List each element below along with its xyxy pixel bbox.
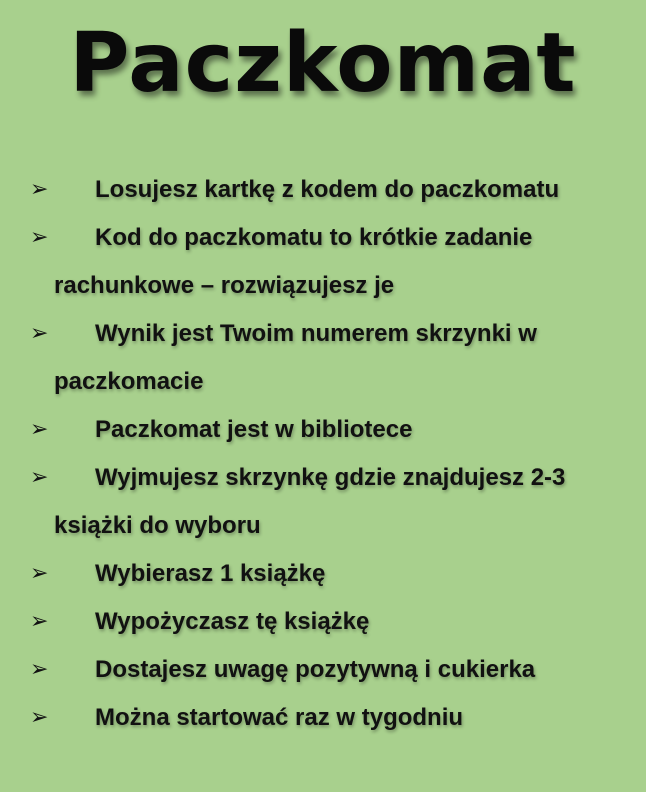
list-item	[30, 646, 630, 694]
list-item-text: Dostajesz uwagę pozytywną i cukierka	[95, 656, 536, 683]
arrowhead-bullet-icon: ➢	[30, 321, 49, 346]
arrowhead-bullet-icon: ➢	[30, 465, 49, 490]
page-title: Paczkomat	[69, 16, 577, 111]
list-item-text: Wybierasz 1 książkę	[95, 560, 326, 587]
arrowhead-bullet-icon: ➢	[30, 609, 49, 634]
list-item	[30, 310, 630, 406]
list-item-text: Losujesz kartkę z kodem do paczkomatu	[95, 176, 560, 203]
list-item	[30, 694, 630, 742]
arrowhead-bullet-icon: ➢	[30, 177, 49, 202]
list-item	[30, 550, 630, 598]
list-item-text: Wyjmujesz skrzynkę gdzie znajdujesz 2-3 książki do wyboru	[54, 464, 566, 539]
list-item-text: Paczkomat jest w bibliotece	[95, 416, 413, 443]
list-item-text: Kod do paczkomatu to krótkie zadanie rachunkowe – rozwiązujesz je	[54, 224, 533, 299]
arrowhead-bullet-icon: ➢	[30, 225, 49, 250]
list-item	[30, 598, 630, 646]
arrowhead-bullet-icon: ➢	[30, 657, 49, 682]
list-item	[30, 166, 630, 214]
arrowhead-bullet-icon: ➢	[30, 705, 49, 730]
list-item	[30, 406, 630, 454]
list-item-text: Wypożyczasz tę książkę	[95, 608, 370, 635]
list-item	[30, 454, 630, 550]
list-item-text: Wynik jest Twoim numerem skrzynki w paczkomacie	[54, 320, 537, 395]
rules-list	[30, 166, 630, 742]
arrowhead-bullet-icon: ➢	[30, 417, 49, 442]
list-item	[30, 214, 630, 310]
arrowhead-bullet-icon: ➢	[30, 561, 49, 586]
list-item-text: Można startować raz w tygodniu	[95, 704, 464, 731]
